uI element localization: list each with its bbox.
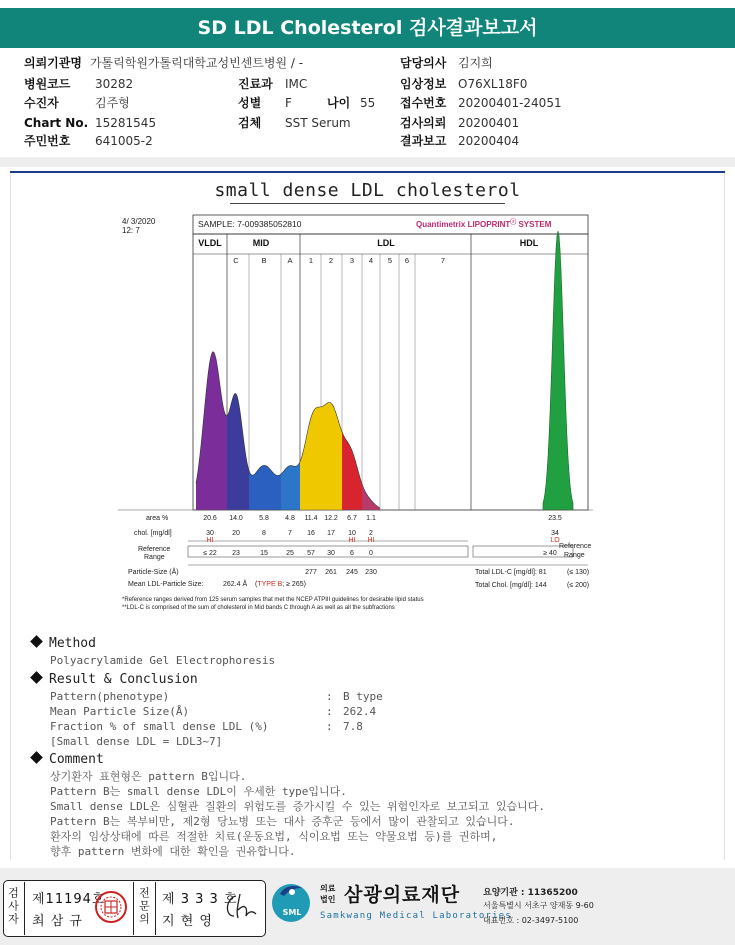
colon: :	[326, 720, 333, 733]
collector-value: 김주형	[95, 96, 130, 110]
group-ldl: LDL	[377, 238, 395, 248]
sample-label: SAMPLE: 7-009385052810	[198, 219, 302, 229]
ref-value: 25	[286, 550, 294, 557]
doctor-value: 김지희	[458, 56, 493, 70]
row-area-label: area %	[146, 515, 169, 522]
chol-value: 17	[327, 530, 335, 537]
mean-type-flag: TYPE B	[257, 581, 283, 588]
mean-particle-value: 262.4 Å	[223, 581, 248, 588]
svg-text:(TYPE B; ≥ 265): (TYPE B; ≥ 265)	[255, 581, 306, 588]
pattern-label: Pattern(phenotype)	[50, 690, 170, 703]
hdl-chol-value: 34	[551, 530, 559, 537]
band-label: C	[233, 256, 239, 265]
band-label: 1	[308, 256, 314, 265]
doctor-signature-icon	[222, 890, 262, 924]
colon: :	[326, 705, 333, 718]
institution-label: 의뢰기관명	[24, 56, 82, 70]
method-text: Polyacrylamide Gel Electrophoresis	[50, 654, 276, 667]
doctor-license: 제 3 3 3 호	[162, 892, 238, 907]
method-heading: Method	[49, 636, 96, 651]
sml-logo-mark	[272, 882, 312, 926]
resident-value: 641005-2	[95, 134, 153, 148]
institution-row	[24, 56, 303, 71]
hdl-flag-value: LO	[550, 537, 560, 544]
comment-line: Pattern B는 small dense LDL이 우세한 type입니다.	[50, 785, 347, 798]
lipoprint-brand: Quantimetrix LIPOPRINTⓡ SYSTEM	[416, 220, 552, 229]
signature-separator	[24, 882, 25, 935]
org-name: 삼광의료재단	[344, 884, 461, 906]
comment-heading: Comment	[49, 752, 104, 767]
band-label: 6	[404, 256, 410, 265]
chol-value: 16	[307, 530, 315, 537]
group-hdl: HDL	[519, 238, 539, 248]
row-ref-label: Reference	[138, 546, 171, 553]
flag-value: HI	[206, 537, 214, 544]
band-label: 4	[368, 256, 374, 265]
bullet-diamond-icon	[30, 751, 43, 764]
lipoprint-chart	[118, 210, 593, 612]
flag-value: HI	[348, 537, 356, 544]
inspector-name: 최 삼 규	[32, 914, 83, 929]
footnote-1: *Reference ranges derived from 125 serum samples that met the NCEP ATPIII guidelines for desirable lipid status	[122, 597, 424, 603]
chol-value: 10	[348, 530, 356, 537]
dept-label: 진료과	[238, 77, 273, 91]
sex-label: 성별	[238, 96, 262, 110]
receipt-value: 20200401-24051	[458, 96, 562, 110]
chart-title: small dense LDL cholesterol	[214, 180, 521, 201]
code-label: 병원코드	[24, 77, 71, 91]
band-label: 5	[387, 256, 393, 265]
chol-value: 8	[262, 530, 266, 537]
comment-line: Small dense LDL은 심혈관 질환의 위험도를 증가시킬 수 있는 위험인자로 보고되고 있습니다.	[50, 800, 545, 813]
size-label: Mean Particle Size(Å)	[50, 705, 190, 718]
specimen-value: SST Serum	[285, 116, 351, 130]
age-label: 나이	[327, 96, 351, 110]
result-note: [Small dense LDL = LDL3~7]	[50, 735, 223, 748]
total-ldl: Total LDL-C [mg/dl]: 81	[475, 569, 547, 576]
particle-size-value: 277	[305, 569, 317, 576]
area-value: 5.8	[259, 515, 269, 522]
report-title: SD LDL Cholesterol 검사결과보고서	[0, 8, 735, 48]
hdl-ref-label: Reference	[559, 543, 592, 550]
ref-value: ≤ 22	[203, 550, 217, 557]
collector-label: 수진자	[24, 96, 59, 110]
fraction-label: Fraction % of small dense LDL (%)	[50, 720, 269, 733]
comment-line: 환자의 임상상태에 따른 적절한 치료(운동요법, 식이요법 또는 약물요법 등)를 권하며,	[50, 830, 498, 843]
total-chol-ref: (≤ 200)	[567, 582, 590, 589]
group-mid: MID	[252, 238, 270, 248]
chart-time: 12: 7	[122, 226, 140, 235]
total-ldl-ref: (≤ 130)	[567, 569, 590, 576]
group-vldl: VLDL	[198, 238, 222, 248]
section-divider	[0, 157, 735, 167]
fraction-value: 7.8	[343, 720, 363, 733]
particle-size-value: 230	[365, 569, 377, 576]
area-value: 20.6	[203, 515, 217, 522]
total-chol: Total Chol. [mg/dl]: 144	[475, 582, 547, 589]
org-phone: 대표번호 : 02-3497-5100	[483, 916, 579, 925]
comment-line: Pattern B는 복부비만, 제2형 당뇨병 또는 대사 증후군 등에서 많이 관찰되고 있습니다.	[50, 815, 515, 828]
org-corp: 법인	[320, 895, 336, 904]
sex-value: F	[285, 96, 292, 110]
row-particle-label: Particle-Size (Å)	[128, 569, 179, 576]
result-report-value: 20200404	[458, 134, 520, 148]
request-label: 검사의뢰	[400, 116, 447, 130]
institution-value: 가톨릭학원가톨릭대학교성빈센트병원 / -	[89, 56, 304, 70]
flag-value: HI	[367, 537, 375, 544]
row-ref-label-2: Range	[144, 554, 165, 561]
org-address: 서울특별시 서초구 양재동 9-60	[483, 901, 594, 910]
area-value: 14.0	[229, 515, 243, 522]
doctor-name: 지 현 영	[162, 914, 213, 929]
doctor-label: 담당의사	[400, 56, 447, 70]
chart-title-underline	[230, 203, 505, 204]
clinical-label: 임상정보	[400, 77, 447, 91]
hdl-ref-label-2: Range	[564, 552, 585, 559]
inspector-vertical-label: 검사자	[6, 887, 20, 926]
bullet-diamond-icon	[30, 635, 43, 648]
band-label: 7	[440, 256, 446, 265]
area-value: 12.2	[324, 515, 338, 522]
ref-value: 23	[232, 550, 240, 557]
hdl-ref-value: ≥ 40	[543, 550, 557, 557]
size-value: 262.4	[343, 705, 377, 718]
footnote-2: **LDL-C is comprised of the sum of cholesterol in Mid bands C through A as well as all the subfractions	[122, 605, 395, 611]
chol-value: 30	[206, 530, 214, 537]
ref-value: 6	[350, 550, 354, 557]
pattern-value: B type	[343, 690, 383, 703]
inspector-seal-icon	[94, 890, 128, 924]
result-report-label: 결과보고	[400, 134, 447, 148]
resident-label: 주민번호	[24, 134, 71, 148]
chol-value: 7	[288, 530, 292, 537]
chart-no-value: 15281545	[95, 116, 157, 130]
chart-no-label: Chart No.	[24, 116, 89, 130]
ref-value: 57	[307, 550, 315, 557]
area-value: 4.8	[285, 515, 295, 522]
colon: :	[326, 690, 333, 703]
chol-value: 2	[369, 530, 373, 537]
band-label: B	[261, 256, 267, 265]
comment-section	[32, 752, 672, 859]
band-label: 2	[328, 256, 334, 265]
ref-value: 0	[369, 550, 373, 557]
ref-value: 15	[260, 550, 268, 557]
particle-size-value: 245	[346, 569, 358, 576]
row-mean-label: Mean LDL-Particle Size:	[128, 581, 204, 588]
specimen-label: 검체	[238, 116, 262, 130]
chart-date: 4/ 3/2020	[122, 217, 156, 226]
ref-value: 30	[327, 550, 335, 557]
result-section	[32, 672, 652, 751]
org-english-name: Samkwang Medical Laboratories	[320, 911, 512, 921]
inspector-license: 제11194호	[32, 892, 106, 907]
receipt-label: 접수번호	[400, 96, 447, 110]
hdl-area-value: 23.5	[548, 515, 562, 522]
area-value: 6.7	[347, 515, 357, 522]
method-section	[32, 636, 275, 668]
band-label: 3	[349, 256, 355, 265]
dept-value: IMC	[285, 77, 308, 91]
area-value: 11.4	[304, 515, 318, 522]
bullet-diamond-icon	[30, 671, 43, 684]
svg-text:SML: SML	[282, 908, 302, 917]
signature-separator	[133, 882, 134, 935]
clinical-value: O76XL18F0	[458, 77, 528, 91]
comment-line: 향후 pattern 변화에 대한 확인을 권유합니다.	[50, 845, 296, 858]
row-chol-label: chol. [mg/dl]	[134, 530, 172, 537]
chol-value: 20	[232, 530, 240, 537]
band-label: A	[287, 256, 293, 265]
area-value: 1.1	[366, 515, 376, 522]
org-code: 요양기관 : 11365200	[483, 888, 578, 898]
age-value: 55	[360, 96, 376, 110]
comment-line: 상기환자 표현형은 pattern B입니다.	[50, 770, 247, 783]
section-rule	[10, 171, 725, 173]
code-value: 30282	[95, 77, 134, 91]
request-value: 20200401	[458, 116, 520, 130]
doctor-vertical-label: 전문의	[137, 887, 151, 926]
result-heading: Result & Conclusion	[49, 672, 198, 687]
particle-size-value: 261	[325, 569, 337, 576]
org-medical: 의료	[320, 884, 336, 893]
signature-separator	[155, 882, 156, 935]
